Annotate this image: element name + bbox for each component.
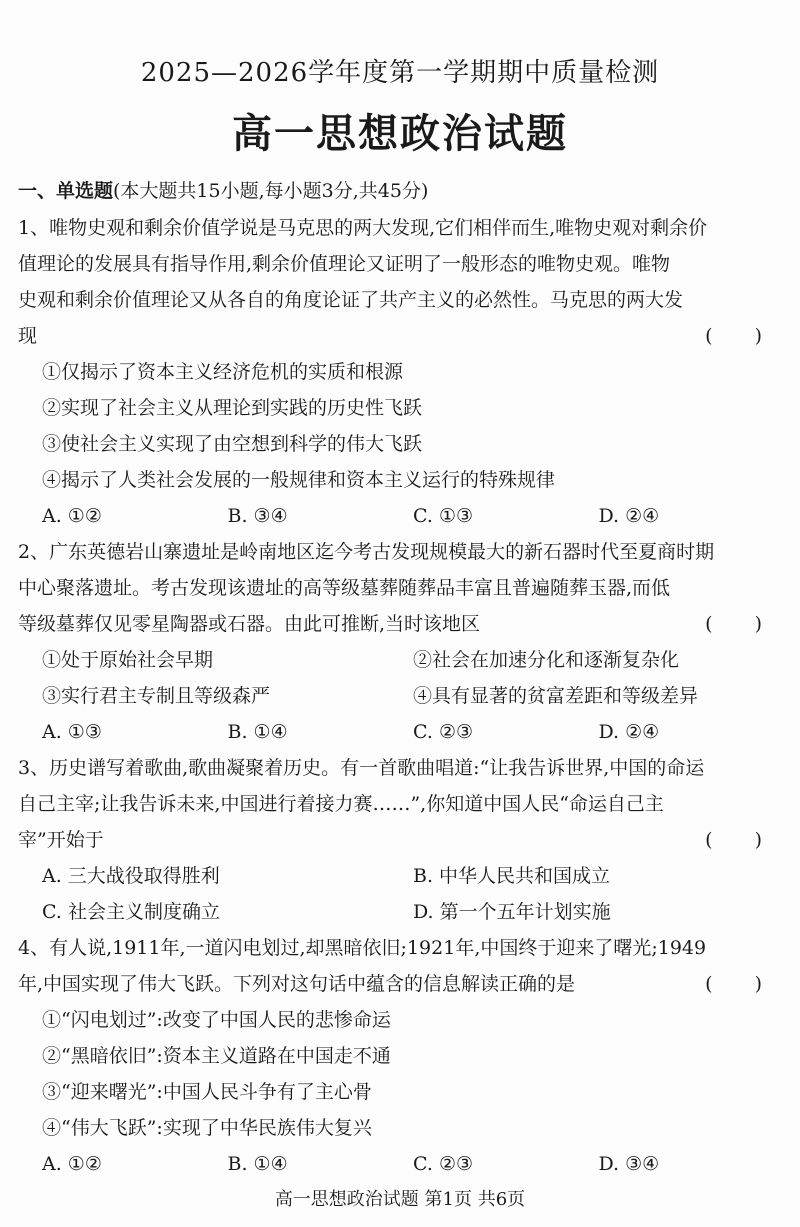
question-2-stem-line <box>18 606 784 642</box>
question-1-stem-line: 值理论的发展具有指导作用,剩余价值理论又证明了一般形态的唯物史观。唯物 <box>18 253 671 275</box>
answer-blank[interactable]: ( ) <box>705 829 780 851</box>
exam-title: 高一思想政治试题 <box>232 110 568 157</box>
question-1 <box>18 210 784 534</box>
statement: ④揭示了人类社会发展的一般规律和资本主义运行的特殊规律 <box>42 469 556 491</box>
section-label: 一、单选题 <box>18 180 114 202</box>
statement: ③使社会主义实现了由空想到科学的伟大飞跃 <box>42 433 423 455</box>
statement: ④“伟大飞跃”:实现了中华民族伟大复兴 <box>42 1117 372 1139</box>
option-b[interactable]: B. ③④ <box>227 505 288 527</box>
section-heading <box>18 176 428 203</box>
option-a[interactable]: A. ①② <box>42 505 102 527</box>
question-list <box>18 210 784 1182</box>
option-b[interactable]: B. ①④ <box>227 1153 288 1175</box>
question-1-stem-line: 1、唯物史观和剩余价值学说是马克思的两大发现,它们相伴而生,唯物史观对剩余价 <box>18 217 708 239</box>
question-3-stem-line: 自己主宰;让我告诉未来,中国进行着接力赛……”,你知道中国人民“命运自己主 <box>18 793 664 815</box>
answer-blank[interactable]: ( ) <box>705 973 780 995</box>
question-4-stem-line <box>18 966 784 1002</box>
answer-options <box>18 1146 784 1182</box>
question-4-stem-text: 年,中国实现了伟大飞跃。下列对这句话中蕴含的信息解读正确的是 <box>18 973 576 995</box>
statement: ①仅揭示了资本主义经济危机的实质和根源 <box>42 361 404 383</box>
question-4 <box>18 930 784 1182</box>
question-3-stem-line <box>18 822 784 858</box>
page-footer: 高一思想政治试题 第1页 共6页 <box>274 1189 526 1210</box>
statement: ④具有显著的贫富差距和等级差异 <box>413 685 699 707</box>
question-3 <box>18 750 784 930</box>
option-d[interactable]: D. 第一个五年计划实施 <box>413 901 611 923</box>
option-d[interactable]: D. ②④ <box>598 721 660 743</box>
statement: ③实行君主专制且等级森严 <box>42 685 271 707</box>
option-d[interactable]: D. ③④ <box>598 1153 660 1175</box>
answer-options <box>18 498 784 534</box>
answer-options <box>18 894 784 930</box>
option-b[interactable]: B. ①④ <box>227 721 288 743</box>
option-a[interactable]: A. ①③ <box>42 721 102 743</box>
statement: ③“迎来曙光”:中国人民斗争有了主心骨 <box>42 1081 372 1103</box>
statement-row <box>18 678 784 714</box>
statement: ①“闪电划过”:改变了中国人民的悲惨命运 <box>42 1009 391 1031</box>
question-2 <box>18 534 784 750</box>
statement: ②实现了社会主义从理论到实践的历史性飞跃 <box>42 397 423 419</box>
question-4-stem-line: 4、有人说,1911年,一道闪电划过,却黑暗依旧;1921年,中国终于迎来了曙光;1949 <box>18 937 707 959</box>
question-2-stem-text: 等级墓葬仅见零星陶器或石器。由此可推断,当时该地区 <box>18 613 481 635</box>
option-c[interactable]: C. ②③ <box>413 1153 474 1175</box>
option-c[interactable]: C. ②③ <box>413 721 474 743</box>
option-c[interactable]: C. 社会主义制度确立 <box>42 901 220 923</box>
option-a[interactable]: A. 三大战役取得胜利 <box>42 865 220 887</box>
statement-row <box>18 642 784 678</box>
question-1-stem-text: 现 <box>18 325 38 347</box>
question-1-stem-line: 史观和剩余价值理论又从各自的角度论证了共产主义的必然性。马克思的两大发 <box>18 289 684 311</box>
question-3-stem-line: 3、历史谱写着歌曲,歌曲凝聚着历史。有一首歌曲唱道:“让我告诉世界,中国的命运 <box>18 757 705 779</box>
option-a[interactable]: A. ①② <box>42 1153 102 1175</box>
statement: ①处于原始社会早期 <box>42 649 214 671</box>
answer-blank[interactable]: ( ) <box>705 325 780 347</box>
answer-blank[interactable]: ( ) <box>705 613 780 635</box>
statement: ②“黑暗依旧”:资本主义道路在中国走不通 <box>42 1045 391 1067</box>
question-3-stem-text: 宰”开始于 <box>18 829 104 851</box>
answer-options <box>18 858 784 894</box>
statement: ②社会在加速分化和逐渐复杂化 <box>413 649 680 671</box>
section-note: (本大题共15小题,每小题3分,共45分) <box>113 180 429 202</box>
question-2-stem-line: 2、广东英德岩山寨遗址是岭南地区迄今考古发现规模最大的新石器时代至夏商时期 <box>18 541 715 563</box>
option-c[interactable]: C. ①③ <box>413 505 474 527</box>
option-b[interactable]: B. 中华人民共和国成立 <box>413 865 611 887</box>
question-1-stem-line <box>18 318 784 354</box>
exam-subtitle: 2025—2026学年度第一学期期中质量检测 <box>140 58 660 88</box>
answer-options <box>18 714 784 750</box>
question-2-stem-line: 中心聚落遗址。考古发现该遗址的高等级墓葬随葬品丰富且普遍随葬玉器,而低 <box>18 577 671 599</box>
option-d[interactable]: D. ②④ <box>598 505 660 527</box>
